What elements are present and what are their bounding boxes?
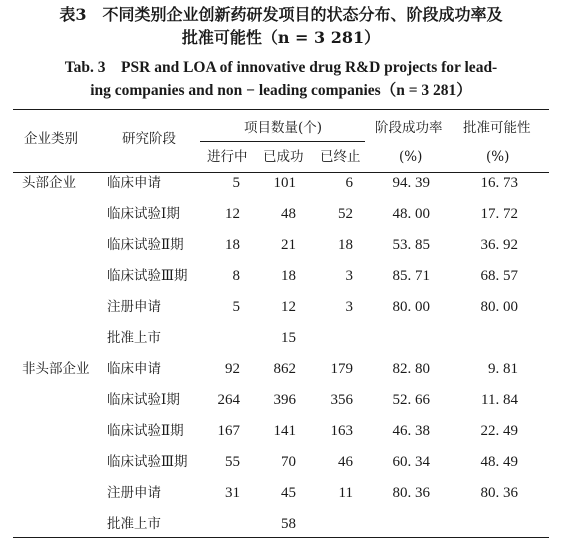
header-ongoing: 进行中 bbox=[207, 149, 248, 165]
succeeded-cell: 58 bbox=[281, 516, 296, 532]
loa-cell: 36. 92 bbox=[480, 237, 518, 253]
phase-cell: 临床试验Ⅰ期 bbox=[107, 206, 180, 222]
psr-cell: 48. 00 bbox=[392, 206, 430, 222]
psr-cell: 82. 80 bbox=[392, 361, 430, 377]
ongoing-cell: 55 bbox=[225, 454, 240, 470]
succeeded-cell: 396 bbox=[273, 392, 296, 408]
ongoing-cell: 92 bbox=[225, 361, 240, 377]
loa-cell: 68. 57 bbox=[480, 268, 518, 284]
phase-cell: 临床申请 bbox=[107, 361, 161, 377]
loa-cell: 11. 84 bbox=[481, 392, 518, 408]
ongoing-cell: 31 bbox=[225, 485, 240, 501]
phase-cell: 临床试验Ⅲ期 bbox=[107, 454, 188, 470]
succeeded-cell: 12 bbox=[281, 299, 296, 315]
table-bottom-rule bbox=[13, 537, 549, 538]
caption-cn-line1: 表3 不同类别企业创新药研发项目的状态分布、阶段成功率及 bbox=[59, 5, 503, 24]
terminated-cell: 163 bbox=[330, 423, 353, 439]
psr-cell: 52. 66 bbox=[392, 392, 430, 408]
terminated-cell: 11 bbox=[338, 485, 353, 501]
header-phase: 研究阶段 bbox=[122, 131, 176, 147]
ongoing-cell: 5 bbox=[232, 175, 240, 191]
succeeded-cell: 21 bbox=[281, 237, 296, 253]
phase-cell: 注册申请 bbox=[107, 485, 161, 501]
succeeded-cell: 15 bbox=[281, 330, 296, 346]
loa-cell: 80. 00 bbox=[480, 299, 518, 315]
phase-cell: 临床申请 bbox=[107, 175, 161, 191]
psr-cell: 85. 71 bbox=[392, 268, 430, 284]
terminated-cell: 179 bbox=[330, 361, 353, 377]
phase-cell: 批准上市 bbox=[107, 516, 161, 532]
loa-cell: 16. 73 bbox=[480, 175, 518, 191]
header-loa: 批准可能性 bbox=[463, 120, 531, 136]
terminated-cell: 18 bbox=[338, 237, 353, 253]
caption-en-line2: ing companies and non − leading companies（n = 3 281） bbox=[90, 82, 472, 99]
psr-cell: 80. 00 bbox=[392, 299, 430, 315]
phase-cell: 临床试验Ⅲ期 bbox=[107, 268, 188, 284]
phase-cell: 批准上市 bbox=[107, 330, 161, 346]
phase-cell: 临床试验Ⅱ期 bbox=[107, 237, 184, 253]
header-psr: 阶段成功率 bbox=[375, 120, 443, 136]
succeeded-cell: 48 bbox=[281, 206, 296, 222]
phase-cell: 临床试验Ⅰ期 bbox=[107, 392, 180, 408]
loa-cell: 17. 72 bbox=[480, 206, 518, 222]
ongoing-cell: 18 bbox=[225, 237, 240, 253]
psr-cell: 94. 39 bbox=[392, 175, 430, 191]
terminated-cell: 46 bbox=[338, 454, 353, 470]
terminated-cell: 3 bbox=[345, 268, 353, 284]
succeeded-cell: 18 bbox=[281, 268, 296, 284]
terminated-cell: 356 bbox=[330, 392, 353, 408]
succeeded-cell: 101 bbox=[273, 175, 296, 191]
terminated-cell: 52 bbox=[338, 206, 353, 222]
psr-cell: 80. 36 bbox=[392, 485, 430, 501]
loa-cell: 80. 36 bbox=[480, 485, 518, 501]
caption-cn-line2: 批准可能性（n = 3 281） bbox=[181, 28, 381, 47]
table-top-rule bbox=[13, 109, 549, 110]
caption-en-line1: Tab. 3 PSR and LOA of innovative drug R&D projects for lead- bbox=[64, 59, 498, 76]
company-type-cell: 头部企业 bbox=[22, 175, 76, 191]
company-type-cell: 非头部企业 bbox=[22, 361, 90, 377]
header-terminated: 已终止 bbox=[320, 149, 361, 165]
header-loa-unit: (%) bbox=[486, 149, 510, 165]
ongoing-cell: 12 bbox=[225, 206, 240, 222]
psr-cell: 53. 85 bbox=[392, 237, 430, 253]
ongoing-cell: 167 bbox=[217, 423, 240, 439]
psr-cell: 60. 34 bbox=[392, 454, 430, 470]
loa-cell: 22. 49 bbox=[480, 423, 518, 439]
terminated-cell: 6 bbox=[345, 175, 353, 191]
loa-cell: 9. 81 bbox=[488, 361, 518, 377]
header-company-type: 企业类别 bbox=[24, 131, 78, 147]
succeeded-cell: 141 bbox=[273, 423, 296, 439]
succeeded-cell: 70 bbox=[281, 454, 296, 470]
succeeded-cell: 862 bbox=[273, 361, 296, 377]
phase-cell: 注册申请 bbox=[107, 299, 161, 315]
project-count-subrule bbox=[200, 141, 365, 142]
header-project-count: 项目数量(个) bbox=[244, 120, 323, 136]
header-succeeded: 已成功 bbox=[263, 149, 304, 165]
ongoing-cell: 264 bbox=[217, 392, 240, 408]
ongoing-cell: 8 bbox=[232, 268, 240, 284]
psr-cell: 46. 38 bbox=[392, 423, 430, 439]
ongoing-cell: 5 bbox=[232, 299, 240, 315]
succeeded-cell: 45 bbox=[281, 485, 296, 501]
loa-cell: 48. 49 bbox=[480, 454, 518, 470]
header-psr-unit: (%) bbox=[399, 149, 423, 165]
phase-cell: 临床试验Ⅱ期 bbox=[107, 423, 184, 439]
terminated-cell: 3 bbox=[345, 299, 353, 315]
